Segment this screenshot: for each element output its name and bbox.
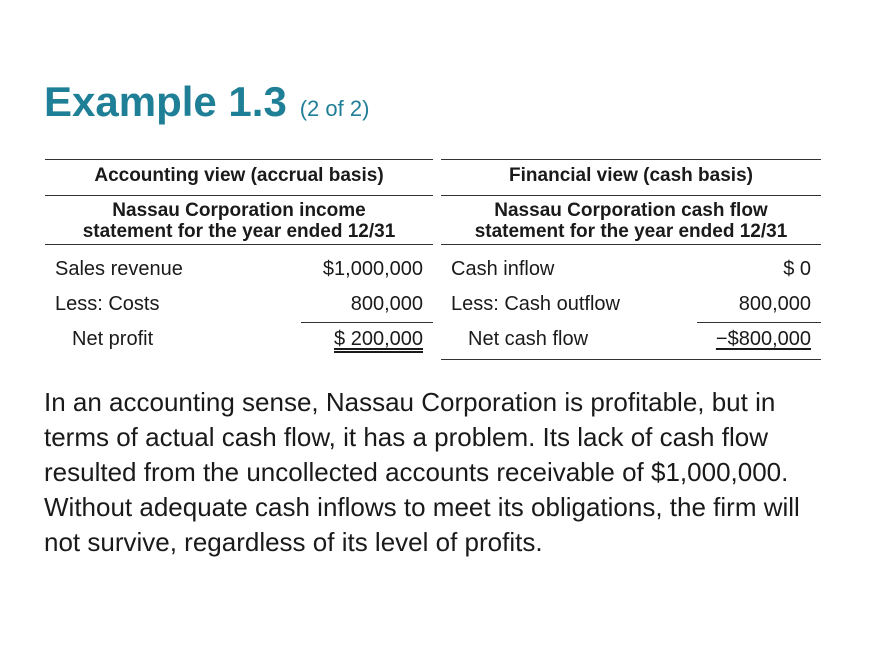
- financial-view-header: Financial view (cash basis): [509, 165, 753, 186]
- slide-title-main: Example 1.3: [44, 78, 287, 125]
- table-row-total: [45, 322, 433, 357]
- table-row: [441, 252, 821, 287]
- table-row-total: [441, 322, 821, 357]
- row-value: −$800,000: [715, 328, 811, 350]
- financial-view-table: [441, 159, 821, 360]
- row-value: $ 200,000: [334, 328, 423, 350]
- cash-flow-statement-title: [441, 196, 821, 244]
- row-label: Less: Cash outflow: [451, 293, 620, 315]
- row-value: 800,000: [738, 293, 811, 315]
- cash-flow-statement-title-line1: Nassau Corporation cash flow: [494, 200, 768, 221]
- row-value: 800,000: [350, 293, 423, 315]
- table-row: [441, 287, 821, 322]
- subheader-rule: [441, 244, 821, 245]
- row-label: Net profit: [72, 328, 154, 350]
- row-label: Net cash flow: [468, 328, 589, 350]
- cash-flow-statement-title-line2: statement for the year ended 12/31: [474, 221, 788, 242]
- income-statement-title-line2: statement for the year ended 12/31: [82, 221, 396, 242]
- accounting-view-header: Accounting view (accrual basis): [94, 165, 384, 186]
- slide-title: [44, 78, 369, 126]
- slide-title-subtitle: (2 of 2): [299, 96, 370, 121]
- income-statement-title: [45, 196, 433, 244]
- table-row: [45, 287, 433, 322]
- income-statement-title-line1: Nassau Corporation income: [112, 200, 366, 221]
- subheader-rule: [45, 244, 433, 245]
- row-value: $ 0: [783, 258, 811, 280]
- explanation-paragraph: In an accounting sense, Nassau Corporation is profitable, but in terms of actual cash flow, it has a problem. Its lack of cash flow resulted from the uncollected accounts receivable of $1,000,000. Without adequate cash inflows to meet its obligations, the firm will not survive, regardless of its level of profits.: [44, 387, 800, 557]
- row-label: Cash inflow: [451, 258, 555, 280]
- row-label: Less: Costs: [55, 293, 160, 315]
- table-row: [45, 252, 433, 287]
- row-value: $1,000,000: [322, 258, 423, 280]
- table-bottom-rule: [441, 359, 821, 360]
- accounting-view-table: [45, 159, 433, 357]
- row-label: Sales revenue: [55, 258, 183, 280]
